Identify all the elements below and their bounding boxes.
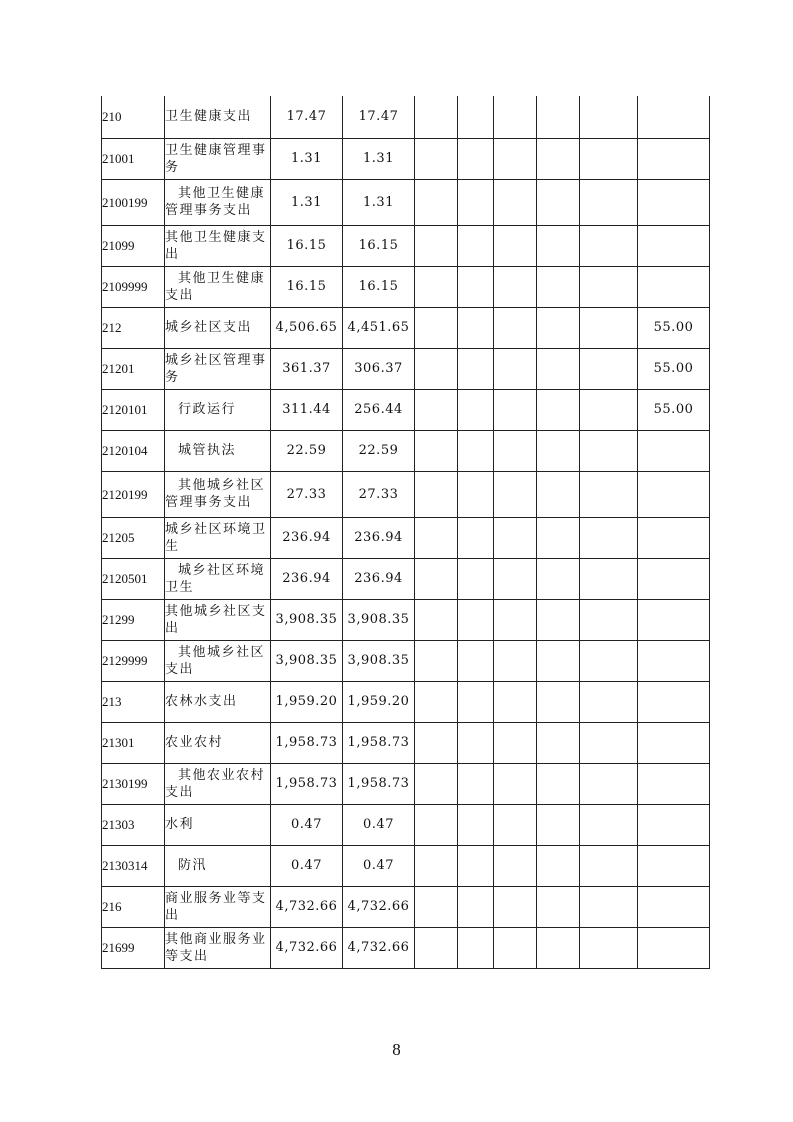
- subject-name-cell: 其他卫生健康管理事务支出: [165, 179, 271, 225]
- empty-cell: [580, 722, 638, 763]
- empty-cell: [494, 430, 537, 471]
- empty-cell: [415, 558, 458, 599]
- empty-cell: [415, 430, 458, 471]
- subject-code-cell: 2120199: [102, 471, 165, 517]
- empty-cell: [458, 266, 494, 307]
- empty-cell: [458, 558, 494, 599]
- other-funds-cell: [638, 138, 710, 179]
- other-funds-cell: [638, 681, 710, 722]
- empty-cell: [458, 179, 494, 225]
- subject-code-cell: 2130314: [102, 845, 165, 886]
- empty-cell: [580, 307, 638, 348]
- empty-cell: [458, 430, 494, 471]
- subject-name-cell: 防汛: [165, 845, 271, 886]
- basic-expenditure-cell: 1.31: [343, 138, 415, 179]
- other-funds-cell: [638, 599, 710, 640]
- empty-cell: [458, 307, 494, 348]
- empty-cell: [415, 348, 458, 389]
- empty-cell: [458, 348, 494, 389]
- subject-code-cell: 210: [102, 96, 165, 138]
- empty-cell: [494, 517, 537, 558]
- empty-cell: [537, 266, 580, 307]
- subject-name-cell: 其他农业农村支出: [165, 763, 271, 804]
- empty-cell: [580, 389, 638, 430]
- subject-code-cell: 2109999: [102, 266, 165, 307]
- empty-cell: [458, 389, 494, 430]
- empty-cell: [494, 96, 537, 138]
- empty-cell: [537, 307, 580, 348]
- empty-cell: [580, 845, 638, 886]
- other-funds-cell: [638, 179, 710, 225]
- other-funds-cell: 55.00: [638, 348, 710, 389]
- subject-name-cell: 其他城乡社区支出: [165, 640, 271, 681]
- empty-cell: [458, 225, 494, 266]
- subject-code-cell: 2120101: [102, 389, 165, 430]
- subject-code-cell: 21699: [102, 927, 165, 968]
- empty-cell: [580, 430, 638, 471]
- subject-name-cell: 城乡社区环境卫生: [165, 558, 271, 599]
- empty-cell: [415, 640, 458, 681]
- basic-expenditure-cell: 236.94: [343, 558, 415, 599]
- subject-name-cell: 行政运行: [165, 389, 271, 430]
- subject-code-cell: 216: [102, 886, 165, 927]
- basic-expenditure-cell: 4,732.66: [343, 927, 415, 968]
- empty-cell: [537, 599, 580, 640]
- empty-cell: [415, 138, 458, 179]
- basic-expenditure-cell: 0.47: [343, 845, 415, 886]
- subject-name-cell: 其他卫生健康支出: [165, 266, 271, 307]
- other-funds-cell: [638, 763, 710, 804]
- empty-cell: [494, 845, 537, 886]
- empty-cell: [458, 845, 494, 886]
- total-cell: 4,506.65: [271, 307, 343, 348]
- basic-expenditure-cell: 27.33: [343, 471, 415, 517]
- empty-cell: [415, 225, 458, 266]
- table-row: [102, 225, 710, 266]
- total-cell: 361.37: [271, 348, 343, 389]
- empty-cell: [458, 804, 494, 845]
- basic-expenditure-cell: 16.15: [343, 266, 415, 307]
- empty-cell: [415, 681, 458, 722]
- empty-cell: [415, 722, 458, 763]
- table-row: [102, 96, 710, 138]
- empty-cell: [537, 640, 580, 681]
- table-row: [102, 640, 710, 681]
- total-cell: 311.44: [271, 389, 343, 430]
- total-cell: 1.31: [271, 179, 343, 225]
- empty-cell: [458, 886, 494, 927]
- empty-cell: [458, 927, 494, 968]
- empty-cell: [537, 138, 580, 179]
- total-cell: 17.47: [271, 96, 343, 138]
- empty-cell: [458, 681, 494, 722]
- empty-cell: [494, 681, 537, 722]
- subject-code-cell: 21001: [102, 138, 165, 179]
- empty-cell: [415, 179, 458, 225]
- subject-name-cell: 农业农村: [165, 722, 271, 763]
- other-funds-cell: [638, 430, 710, 471]
- empty-cell: [537, 558, 580, 599]
- total-cell: 4,732.66: [271, 886, 343, 927]
- empty-cell: [494, 307, 537, 348]
- table-row: [102, 348, 710, 389]
- basic-expenditure-cell: 306.37: [343, 348, 415, 389]
- empty-cell: [494, 225, 537, 266]
- other-funds-cell: [638, 517, 710, 558]
- subject-name-cell: 其他卫生健康支出: [165, 225, 271, 266]
- empty-cell: [458, 96, 494, 138]
- empty-cell: [415, 845, 458, 886]
- subject-code-cell: 21099: [102, 225, 165, 266]
- empty-cell: [537, 722, 580, 763]
- empty-cell: [580, 348, 638, 389]
- other-funds-cell: [638, 640, 710, 681]
- subject-code-cell: 212: [102, 307, 165, 348]
- table-row: [102, 389, 710, 430]
- empty-cell: [494, 138, 537, 179]
- basic-expenditure-cell: 1,959.20: [343, 681, 415, 722]
- empty-cell: [458, 599, 494, 640]
- table-row: [102, 763, 710, 804]
- empty-cell: [494, 722, 537, 763]
- table-row: [102, 886, 710, 927]
- empty-cell: [415, 266, 458, 307]
- empty-cell: [494, 266, 537, 307]
- other-funds-cell: [638, 225, 710, 266]
- empty-cell: [580, 558, 638, 599]
- empty-cell: [415, 599, 458, 640]
- table-row: [102, 722, 710, 763]
- empty-cell: [494, 886, 537, 927]
- total-cell: 236.94: [271, 558, 343, 599]
- empty-cell: [580, 763, 638, 804]
- empty-cell: [537, 348, 580, 389]
- basic-expenditure-cell: 1.31: [343, 179, 415, 225]
- table-row: [102, 804, 710, 845]
- empty-cell: [537, 430, 580, 471]
- table-row: [102, 179, 710, 225]
- total-cell: 1,958.73: [271, 763, 343, 804]
- budget-table: [101, 96, 710, 969]
- empty-cell: [580, 179, 638, 225]
- empty-cell: [580, 599, 638, 640]
- empty-cell: [580, 804, 638, 845]
- empty-cell: [494, 471, 537, 517]
- subject-name-cell: 其他商业服务业等支出: [165, 927, 271, 968]
- other-funds-cell: [638, 886, 710, 927]
- empty-cell: [415, 804, 458, 845]
- empty-cell: [537, 804, 580, 845]
- subject-name-cell: 城乡社区管理事务: [165, 348, 271, 389]
- basic-expenditure-cell: 1,958.73: [343, 763, 415, 804]
- total-cell: 27.33: [271, 471, 343, 517]
- empty-cell: [494, 558, 537, 599]
- empty-cell: [580, 225, 638, 266]
- empty-cell: [494, 389, 537, 430]
- empty-cell: [537, 886, 580, 927]
- basic-expenditure-cell: 1,958.73: [343, 722, 415, 763]
- subject-name-cell: 卫生健康管理事务: [165, 138, 271, 179]
- empty-cell: [458, 138, 494, 179]
- subject-code-cell: 2130199: [102, 763, 165, 804]
- table-row: [102, 471, 710, 517]
- other-funds-cell: 55.00: [638, 307, 710, 348]
- empty-cell: [580, 886, 638, 927]
- empty-cell: [458, 471, 494, 517]
- subject-name-cell: 其他城乡社区支出: [165, 599, 271, 640]
- table-row: [102, 138, 710, 179]
- subject-code-cell: 21301: [102, 722, 165, 763]
- subject-name-cell: 卫生健康支出: [165, 96, 271, 138]
- other-funds-cell: [638, 804, 710, 845]
- empty-cell: [494, 763, 537, 804]
- table-row: [102, 599, 710, 640]
- table-row: [102, 266, 710, 307]
- empty-cell: [494, 804, 537, 845]
- subject-code-cell: 2129999: [102, 640, 165, 681]
- empty-cell: [494, 599, 537, 640]
- other-funds-cell: [638, 927, 710, 968]
- basic-expenditure-cell: 236.94: [343, 517, 415, 558]
- total-cell: 1.31: [271, 138, 343, 179]
- subject-name-cell: 其他城乡社区管理事务支出: [165, 471, 271, 517]
- total-cell: 16.15: [271, 266, 343, 307]
- subject-code-cell: 21299: [102, 599, 165, 640]
- table-row: [102, 927, 710, 968]
- empty-cell: [580, 927, 638, 968]
- other-funds-cell: [638, 722, 710, 763]
- empty-cell: [537, 845, 580, 886]
- empty-cell: [415, 927, 458, 968]
- empty-cell: [415, 389, 458, 430]
- subject-code-cell: 2120501: [102, 558, 165, 599]
- empty-cell: [415, 96, 458, 138]
- empty-cell: [458, 640, 494, 681]
- subject-name-cell: 商业服务业等支出: [165, 886, 271, 927]
- empty-cell: [458, 722, 494, 763]
- empty-cell: [537, 471, 580, 517]
- subject-code-cell: 21303: [102, 804, 165, 845]
- subject-code-cell: 21205: [102, 517, 165, 558]
- empty-cell: [580, 517, 638, 558]
- other-funds-cell: [638, 96, 710, 138]
- total-cell: 22.59: [271, 430, 343, 471]
- table-body: [102, 96, 710, 968]
- other-funds-cell: [638, 845, 710, 886]
- basic-expenditure-cell: 3,908.35: [343, 599, 415, 640]
- empty-cell: [494, 927, 537, 968]
- other-funds-cell: [638, 558, 710, 599]
- empty-cell: [415, 471, 458, 517]
- basic-expenditure-cell: 4,732.66: [343, 886, 415, 927]
- other-funds-cell: 55.00: [638, 389, 710, 430]
- empty-cell: [537, 681, 580, 722]
- table-row: [102, 845, 710, 886]
- table-row: [102, 681, 710, 722]
- table-row: [102, 307, 710, 348]
- empty-cell: [494, 640, 537, 681]
- subject-name-cell: 城乡社区支出: [165, 307, 271, 348]
- empty-cell: [537, 927, 580, 968]
- empty-cell: [537, 389, 580, 430]
- empty-cell: [580, 471, 638, 517]
- empty-cell: [537, 179, 580, 225]
- basic-expenditure-cell: 256.44: [343, 389, 415, 430]
- table-row: [102, 558, 710, 599]
- basic-expenditure-cell: 22.59: [343, 430, 415, 471]
- subject-name-cell: 农林水支出: [165, 681, 271, 722]
- empty-cell: [458, 517, 494, 558]
- empty-cell: [415, 763, 458, 804]
- table-row: [102, 430, 710, 471]
- empty-cell: [580, 681, 638, 722]
- empty-cell: [580, 138, 638, 179]
- subject-code-cell: 21201: [102, 348, 165, 389]
- other-funds-cell: [638, 266, 710, 307]
- empty-cell: [580, 640, 638, 681]
- total-cell: 16.15: [271, 225, 343, 266]
- empty-cell: [494, 179, 537, 225]
- total-cell: 0.47: [271, 845, 343, 886]
- empty-cell: [458, 763, 494, 804]
- subject-name-cell: 水利: [165, 804, 271, 845]
- empty-cell: [580, 266, 638, 307]
- total-cell: 236.94: [271, 517, 343, 558]
- empty-cell: [537, 517, 580, 558]
- total-cell: 3,908.35: [271, 640, 343, 681]
- empty-cell: [494, 348, 537, 389]
- empty-cell: [415, 886, 458, 927]
- basic-expenditure-cell: 4,451.65: [343, 307, 415, 348]
- basic-expenditure-cell: 3,908.35: [343, 640, 415, 681]
- page-number: 8: [392, 1040, 401, 1059]
- subject-code-cell: 213: [102, 681, 165, 722]
- empty-cell: [415, 517, 458, 558]
- subject-name-cell: 城管执法: [165, 430, 271, 471]
- total-cell: 1,958.73: [271, 722, 343, 763]
- basic-expenditure-cell: 17.47: [343, 96, 415, 138]
- basic-expenditure-cell: 16.15: [343, 225, 415, 266]
- total-cell: 1,959.20: [271, 681, 343, 722]
- total-cell: 4,732.66: [271, 927, 343, 968]
- basic-expenditure-cell: 0.47: [343, 804, 415, 845]
- empty-cell: [537, 225, 580, 266]
- empty-cell: [537, 763, 580, 804]
- empty-cell: [580, 96, 638, 138]
- total-cell: 0.47: [271, 804, 343, 845]
- table-row: [102, 517, 710, 558]
- total-cell: 3,908.35: [271, 599, 343, 640]
- subject-code-cell: 2100199: [102, 179, 165, 225]
- subject-code-cell: 2120104: [102, 430, 165, 471]
- empty-cell: [537, 96, 580, 138]
- other-funds-cell: [638, 471, 710, 517]
- empty-cell: [415, 307, 458, 348]
- subject-name-cell: 城乡社区环境卫生: [165, 517, 271, 558]
